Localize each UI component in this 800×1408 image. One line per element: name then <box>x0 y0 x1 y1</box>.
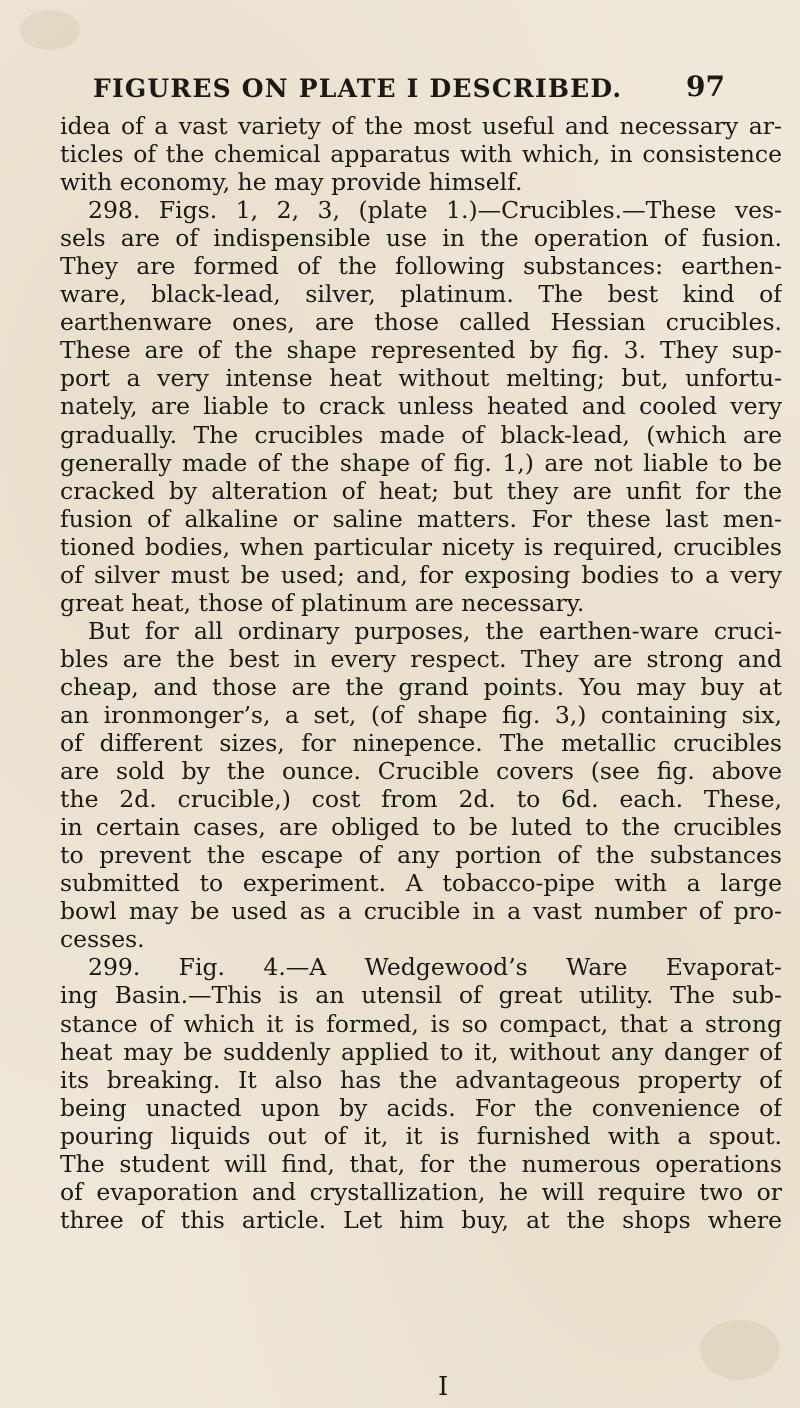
text-line: ware, black-lead, silver, platinum. The best kind of <box>60 280 782 309</box>
text-line: nately, are liable to crack unless heated and cooled very <box>60 392 782 421</box>
text-line: generally made of the shape of fig. 1,) are not liable to be <box>60 448 782 477</box>
text-line: But for all ordinary purposes, the earthen-ware cruci- <box>88 616 782 645</box>
running-head <box>0 70 800 110</box>
text-line: are sold by the ounce. Crucible covers (see fig. above <box>60 757 782 786</box>
text-line: earthenware ones, are those called Hessian crucibles. <box>60 308 782 337</box>
text-line: an ironmonger’s, a set, (of shape fig. 3,) containing six, <box>60 700 782 729</box>
paper-stain <box>20 10 80 50</box>
text-line: port a very intense heat without melting; but, unfortu- <box>60 364 782 393</box>
text-line: ticles of the chemical apparatus with which, in consistence <box>60 140 782 169</box>
signature-mark: I <box>438 1372 449 1402</box>
text-line: cesses. <box>60 925 145 954</box>
page-number: 97 <box>686 70 725 103</box>
text-line: its breaking. It also has the advantageous property of <box>60 1065 782 1094</box>
text-line: ing Basin.—This is an utensil of great utility. The sub- <box>60 981 782 1010</box>
text-line: being unacted upon by acids. For the convenience of <box>60 1093 782 1122</box>
text-line: 299. Fig. 4.—A Wedgewood’s Ware Evaporat- <box>88 953 782 982</box>
text-line: tioned bodies, when particular nicety is required, crucibles <box>60 532 782 561</box>
text-line: of evaporation and crystallization, he will require two or <box>60 1177 782 1206</box>
text-line: of different sizes, for ninepence. The metallic crucibles <box>60 729 782 758</box>
text-line: the 2d. crucible,) cost from 2d. to 6d. each. These, <box>60 785 782 814</box>
running-title: FIGURES ON PLATE I DESCRIBED. <box>93 74 623 103</box>
body-text <box>60 112 782 1234</box>
paper-stain <box>700 1320 780 1380</box>
text-line: pouring liquids out of it, it is furnished with a spout. <box>60 1121 782 1150</box>
text-line: bowl may be used as a crucible in a vast number of pro- <box>60 897 782 926</box>
text-line: gradually. The crucibles made of black-lead, (which are <box>60 420 782 449</box>
text-line: 298. Figs. 1, 2, 3, (plate 1.)—Crucibles.—These ves- <box>88 196 782 225</box>
text-line: idea of a vast variety of the most useful and necessary ar- <box>60 112 782 140</box>
text-line: cracked by alteration of heat; but they are unfit for the <box>60 476 782 505</box>
text-line: These are of the shape represented by fig. 3. They sup- <box>60 336 782 365</box>
text-line: The student will find, that, for the numerous operations <box>60 1149 782 1178</box>
text-line: to prevent the escape of any portion of the substances <box>60 841 782 870</box>
text-line: heat may be suddenly applied to it, without any danger of <box>60 1037 782 1066</box>
text-line: sels are of indispensible use in the operation of fusion. <box>60 224 782 253</box>
text-line: stance of which it is formed, is so compact, that a strong <box>60 1009 782 1038</box>
text-line: of silver must be used; and, for exposing bodies to a very <box>60 560 782 589</box>
text-line: They are formed of the following substances: earthen- <box>60 252 782 281</box>
text-line: fusion of alkaline or saline matters. For these last men- <box>60 504 782 533</box>
text-line: three of this article. Let him buy, at the shops where <box>60 1205 782 1234</box>
text-line: submitted to experiment. A tobacco-pipe with a large <box>60 869 782 898</box>
text-line: in certain cases, are obliged to be luted to the crucibles <box>60 813 782 842</box>
text-line: cheap, and those are the grand points. You may buy at <box>60 672 782 701</box>
text-line: bles are the best in every respect. They are strong and <box>60 644 782 673</box>
text-line: with economy, he may provide himself. <box>60 168 523 197</box>
text-line: great heat, those of platinum are necessary. <box>60 588 585 617</box>
